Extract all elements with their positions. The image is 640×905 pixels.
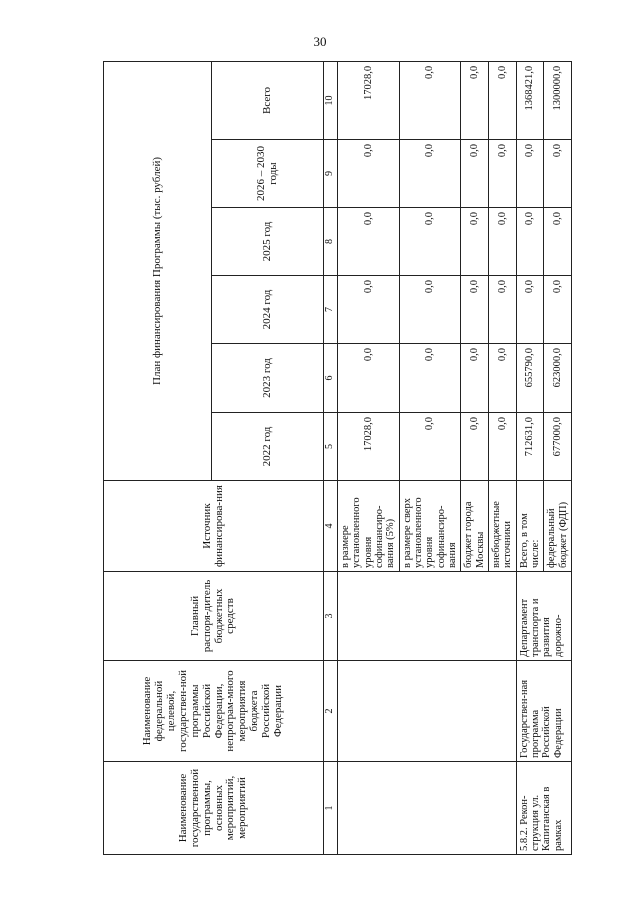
column-number: 2 — [324, 661, 338, 762]
item-administrator-cell: Департамент транспорта и развития дорожно- — [516, 572, 571, 661]
value-2026-2030: 0,0 — [488, 140, 516, 208]
value-2023: 0,0 — [461, 344, 489, 413]
value-total: 0,0 — [399, 61, 461, 139]
column-number: 10 — [324, 61, 338, 139]
financing-table — [103, 61, 572, 855]
funding-source-cell: в размере сверх установленного уровня софинансиро-вания — [399, 481, 461, 572]
page-number: 30 — [313, 34, 327, 49]
header-total: Всего — [212, 61, 324, 139]
value-2024: 0,0 — [488, 276, 516, 344]
header-funding-source: Источник финансирова-ния — [104, 481, 324, 572]
administrator-cell — [338, 572, 517, 661]
header-year-2024: 2024 год — [212, 276, 324, 344]
value-2023: 623000,0 — [544, 344, 572, 413]
value-2025: 0,0 — [516, 208, 544, 276]
column-number: 9 — [324, 140, 338, 208]
value-2024: 0,0 — [461, 276, 489, 344]
value-2026-2030: 0,0 — [544, 140, 572, 208]
value-2024: 0,0 — [544, 276, 572, 344]
value-2024: 0,0 — [516, 276, 544, 344]
value-2023: 0,0 — [399, 344, 461, 413]
funding-source-cell: бюджет города Москвы — [461, 481, 489, 572]
value-2023: 0,0 — [338, 344, 400, 413]
rotated-table-container — [103, 62, 569, 855]
value-total: 1300000,0 — [544, 61, 572, 139]
value-2025: 0,0 — [399, 208, 461, 276]
table-row — [338, 61, 400, 854]
value-total: 0,0 — [488, 61, 516, 139]
value-2022: 0,0 — [461, 413, 489, 481]
header-row-top — [104, 61, 212, 854]
value-2026-2030: 0,0 — [516, 140, 544, 208]
column-number: 4 — [324, 481, 338, 572]
header-year-2025: 2025 год — [212, 208, 324, 276]
header-federal-program: Наименование федеральной целевой, государствен-ной программы Российской Федерации, непрограм-много мероприятия бюджета Российской Федерации — [104, 661, 324, 762]
value-2022: 712631,0 — [516, 413, 544, 481]
value-total: 1368421,0 — [516, 61, 544, 139]
value-2026-2030: 0,0 — [399, 140, 461, 208]
header-financing-plan: План финансирования Программы (тыс. рублей) — [104, 61, 212, 480]
header-administrator: Главный распоря-дитель бюджетных средств — [104, 572, 324, 661]
header-program-name: Наименование государственной программы, основных мероприятий, мероприятий — [104, 762, 324, 855]
value-2025: 0,0 — [544, 208, 572, 276]
value-2022: 677000,0 — [544, 413, 572, 481]
value-2024: 0,0 — [399, 276, 461, 344]
column-number: 8 — [324, 208, 338, 276]
header-year-2022: 2022 год — [212, 413, 324, 481]
value-2025: 0,0 — [461, 208, 489, 276]
value-2022: 17028,0 — [338, 413, 400, 481]
column-number: 6 — [324, 344, 338, 413]
column-number: 1 — [324, 762, 338, 855]
funding-source-cell: внебюджетные источники — [488, 481, 516, 572]
value-2022: 0,0 — [488, 413, 516, 481]
column-number: 5 — [324, 413, 338, 481]
column-number: 3 — [324, 572, 338, 661]
value-2025: 0,0 — [338, 208, 400, 276]
value-2022: 0,0 — [399, 413, 461, 481]
funding-source-cell: в размере установленного уровня софинансиро-вания (5%) — [338, 481, 400, 572]
column-number-row — [324, 61, 338, 854]
value-2025: 0,0 — [488, 208, 516, 276]
table-row — [516, 61, 544, 854]
value-total: 0,0 — [461, 61, 489, 139]
value-2026-2030: 0,0 — [461, 140, 489, 208]
funding-source-cell: федеральный бюджет (ФДП) — [544, 481, 572, 572]
value-2026-2030: 0,0 — [338, 140, 400, 208]
column-number: 7 — [324, 276, 338, 344]
federal-program-cell — [338, 661, 517, 762]
table-frame — [103, 62, 569, 855]
value-2024: 0,0 — [338, 276, 400, 344]
item-federal-program-cell: Государствен-ная программа Российской Федерации — [516, 661, 571, 762]
item-name-cell: 5.8.2. Рекон-струкция ул. Капитанская в рамках — [516, 762, 571, 855]
value-2023: 655790,0 — [516, 344, 544, 413]
funding-source-cell: Всего, в том числе: — [516, 481, 544, 572]
value-total: 17028,0 — [338, 61, 400, 139]
header-years-2026-2030: 2026 – 2030 годы — [212, 140, 324, 208]
program-name-cell — [338, 762, 517, 855]
value-2023: 0,0 — [488, 344, 516, 413]
header-year-2023: 2023 год — [212, 344, 324, 413]
